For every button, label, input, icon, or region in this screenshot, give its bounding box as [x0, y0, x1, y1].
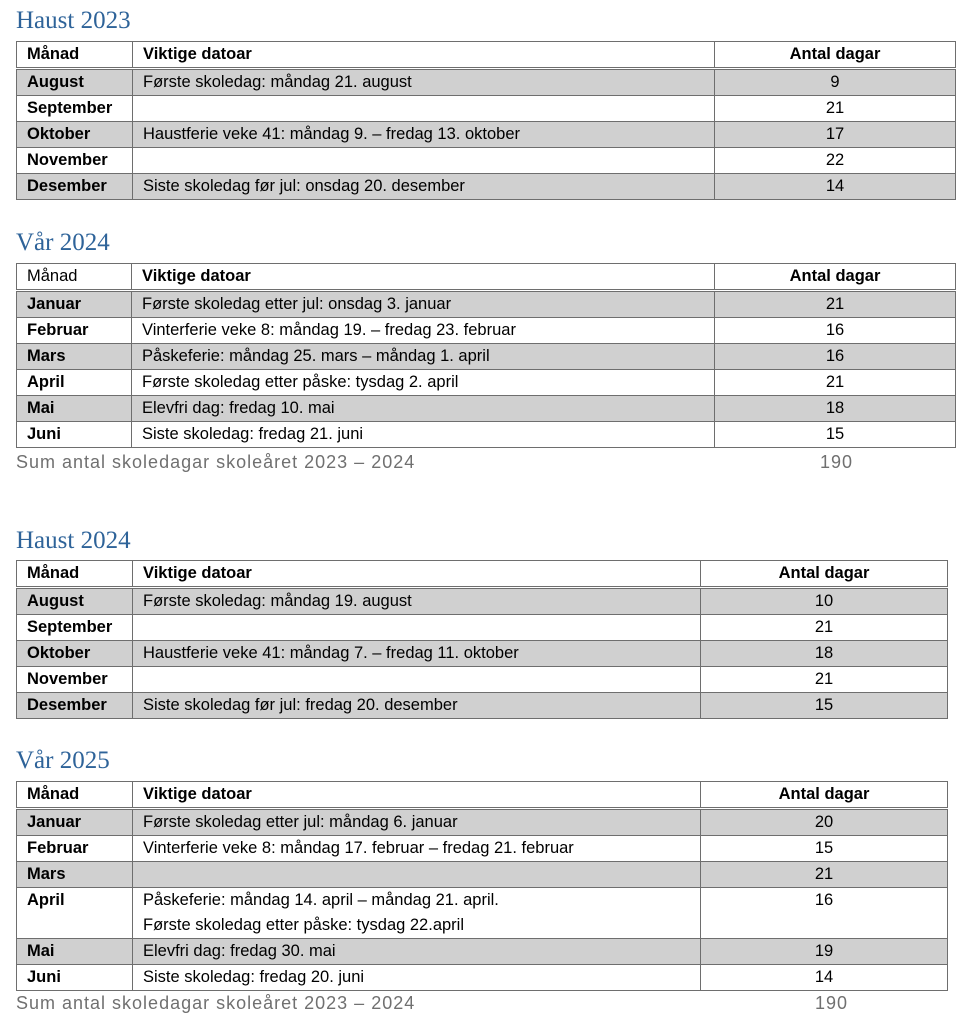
- row-days: 21: [715, 291, 956, 318]
- row-days: 17: [715, 122, 956, 148]
- row-days: 18: [715, 396, 956, 422]
- row-note-line: Første skoledag etter påske: tysdag 22.april: [143, 916, 464, 934]
- table-row: [17, 69, 956, 96]
- table-row: [17, 318, 956, 344]
- row-days: 20: [701, 809, 948, 836]
- section-title-var-2024: Vår 2024: [16, 229, 110, 256]
- header-dates: Viktige datoar: [133, 42, 715, 69]
- row-month: Februar: [17, 836, 133, 862]
- row-month: Juni: [17, 422, 132, 448]
- row-note: Siste skoledag før jul: fredag 20. desember: [133, 693, 701, 719]
- row-note: Første skoledag etter jul: onsdag 3. januar: [132, 291, 715, 318]
- schedule-table-var-2025: [16, 781, 948, 991]
- row-days: 15: [701, 836, 948, 862]
- row-note: [133, 615, 701, 641]
- row-days: 21: [715, 370, 956, 396]
- table-row: [17, 641, 948, 667]
- row-note: [133, 667, 701, 693]
- row-note: [133, 148, 715, 174]
- row-days: 21: [701, 615, 948, 641]
- row-month: Oktober: [17, 122, 133, 148]
- row-days: 21: [701, 862, 948, 888]
- row-days: 21: [701, 667, 948, 693]
- schedule-table-var-2024: [16, 263, 956, 448]
- table-row: [17, 370, 956, 396]
- row-month: September: [17, 96, 133, 122]
- row-note: Første skoledag: måndag 21. august: [133, 69, 715, 96]
- row-month: Januar: [17, 809, 133, 836]
- row-note: Første skoledag etter påske: tysdag 2. april: [132, 370, 715, 396]
- row-days: 16: [701, 888, 948, 939]
- row-days: 15: [701, 693, 948, 719]
- row-month: Oktober: [17, 641, 133, 667]
- sum-value-2024-2025: 190: [815, 993, 849, 1013]
- table-row: [17, 615, 948, 641]
- row-month: Desember: [17, 174, 133, 200]
- row-note: [133, 96, 715, 122]
- row-days: 22: [715, 148, 956, 174]
- row-note: Elevfri dag: fredag 30. mai: [133, 939, 701, 965]
- row-month: Januar: [17, 291, 132, 318]
- row-month: Mars: [17, 344, 132, 370]
- section-title-haust-2024: Haust 2024: [16, 527, 131, 554]
- row-note: Haustferie veke 41: måndag 7. – fredag 11. oktober: [133, 641, 701, 667]
- row-days: 21: [715, 96, 956, 122]
- table-row: [17, 148, 956, 174]
- table-row: [17, 96, 956, 122]
- table-row: [17, 809, 948, 836]
- row-note: Siste skoledag før jul: onsdag 20. desember: [133, 174, 715, 200]
- row-month: August: [17, 69, 133, 96]
- row-month: November: [17, 667, 133, 693]
- header-dates: Viktige datoar: [133, 561, 701, 588]
- table-header-row: [17, 782, 948, 809]
- table-row: [17, 174, 956, 200]
- table-row: [17, 344, 956, 370]
- row-days: 18: [701, 641, 948, 667]
- row-days: 19: [701, 939, 948, 965]
- row-month: November: [17, 148, 133, 174]
- header-days: Antal dagar: [715, 42, 956, 69]
- table-row: [17, 588, 948, 615]
- table-row: [17, 862, 948, 888]
- row-month: August: [17, 588, 133, 615]
- row-note: Første skoledag: måndag 19. august: [133, 588, 701, 615]
- table-row: [17, 836, 948, 862]
- row-note: Påskeferie: måndag 25. mars – måndag 1. april: [132, 344, 715, 370]
- row-month: September: [17, 615, 133, 641]
- table-header-row: [17, 264, 956, 291]
- row-note: [133, 888, 701, 939]
- row-days: 14: [715, 174, 956, 200]
- table-row: [17, 396, 956, 422]
- row-note: Elevfri dag: fredag 10. mai: [132, 396, 715, 422]
- table-row: [17, 422, 956, 448]
- table-row: [17, 291, 956, 318]
- row-note-line: Påskeferie: måndag 14. april – måndag 21. april.: [143, 891, 499, 909]
- sum-label-2024-2025: Sum antal skoledagar skoleåret 2023 – 2024: [16, 993, 416, 1013]
- table-header-row: [17, 42, 956, 69]
- row-month: Desember: [17, 693, 133, 719]
- header-month: Månad: [17, 264, 132, 291]
- row-days: 10: [701, 588, 948, 615]
- table-row: [17, 965, 948, 991]
- row-month: Mai: [17, 939, 133, 965]
- header-month: Månad: [17, 782, 133, 809]
- schedule-table-haust-2023: [16, 41, 956, 200]
- header-days: Antal dagar: [715, 264, 956, 291]
- row-month: April: [17, 888, 133, 939]
- header-days: Antal dagar: [701, 561, 948, 588]
- sum-value-2023-2024: 190: [820, 452, 854, 472]
- row-note: Siste skoledag: fredag 21. juni: [132, 422, 715, 448]
- row-note: Siste skoledag: fredag 20. juni: [133, 965, 701, 991]
- header-month: Månad: [17, 42, 133, 69]
- section-title-haust-2023: Haust 2023: [16, 7, 131, 34]
- header-days: Antal dagar: [701, 782, 948, 809]
- section-title-var-2025: Vår 2025: [16, 747, 110, 774]
- table-row: [17, 693, 948, 719]
- table-row: [17, 888, 948, 939]
- row-days: 16: [715, 344, 956, 370]
- row-note: Haustferie veke 41: måndag 9. – fredag 13. oktober: [133, 122, 715, 148]
- row-month: Juni: [17, 965, 133, 991]
- row-days: 14: [701, 965, 948, 991]
- row-days: 15: [715, 422, 956, 448]
- table-row: [17, 939, 948, 965]
- row-month: Mai: [17, 396, 132, 422]
- table-row: [17, 122, 956, 148]
- row-days: 9: [715, 69, 956, 96]
- row-note: Vinterferie veke 8: måndag 19. – fredag 23. februar: [132, 318, 715, 344]
- header-dates: Viktige datoar: [133, 782, 701, 809]
- header-dates: Viktige datoar: [132, 264, 715, 291]
- row-month: April: [17, 370, 132, 396]
- row-note: Første skoledag etter jul: måndag 6. januar: [133, 809, 701, 836]
- table-row: [17, 667, 948, 693]
- sum-label-2023-2024: Sum antal skoledagar skoleåret 2023 – 2024: [16, 452, 416, 472]
- row-month: Mars: [17, 862, 133, 888]
- row-note: [133, 862, 701, 888]
- header-month: Månad: [17, 561, 133, 588]
- schedule-table-haust-2024: [16, 560, 948, 719]
- row-note: Vinterferie veke 8: måndag 17. februar – fredag 21. februar: [133, 836, 701, 862]
- table-header-row: [17, 561, 948, 588]
- row-days: 16: [715, 318, 956, 344]
- row-month: Februar: [17, 318, 132, 344]
